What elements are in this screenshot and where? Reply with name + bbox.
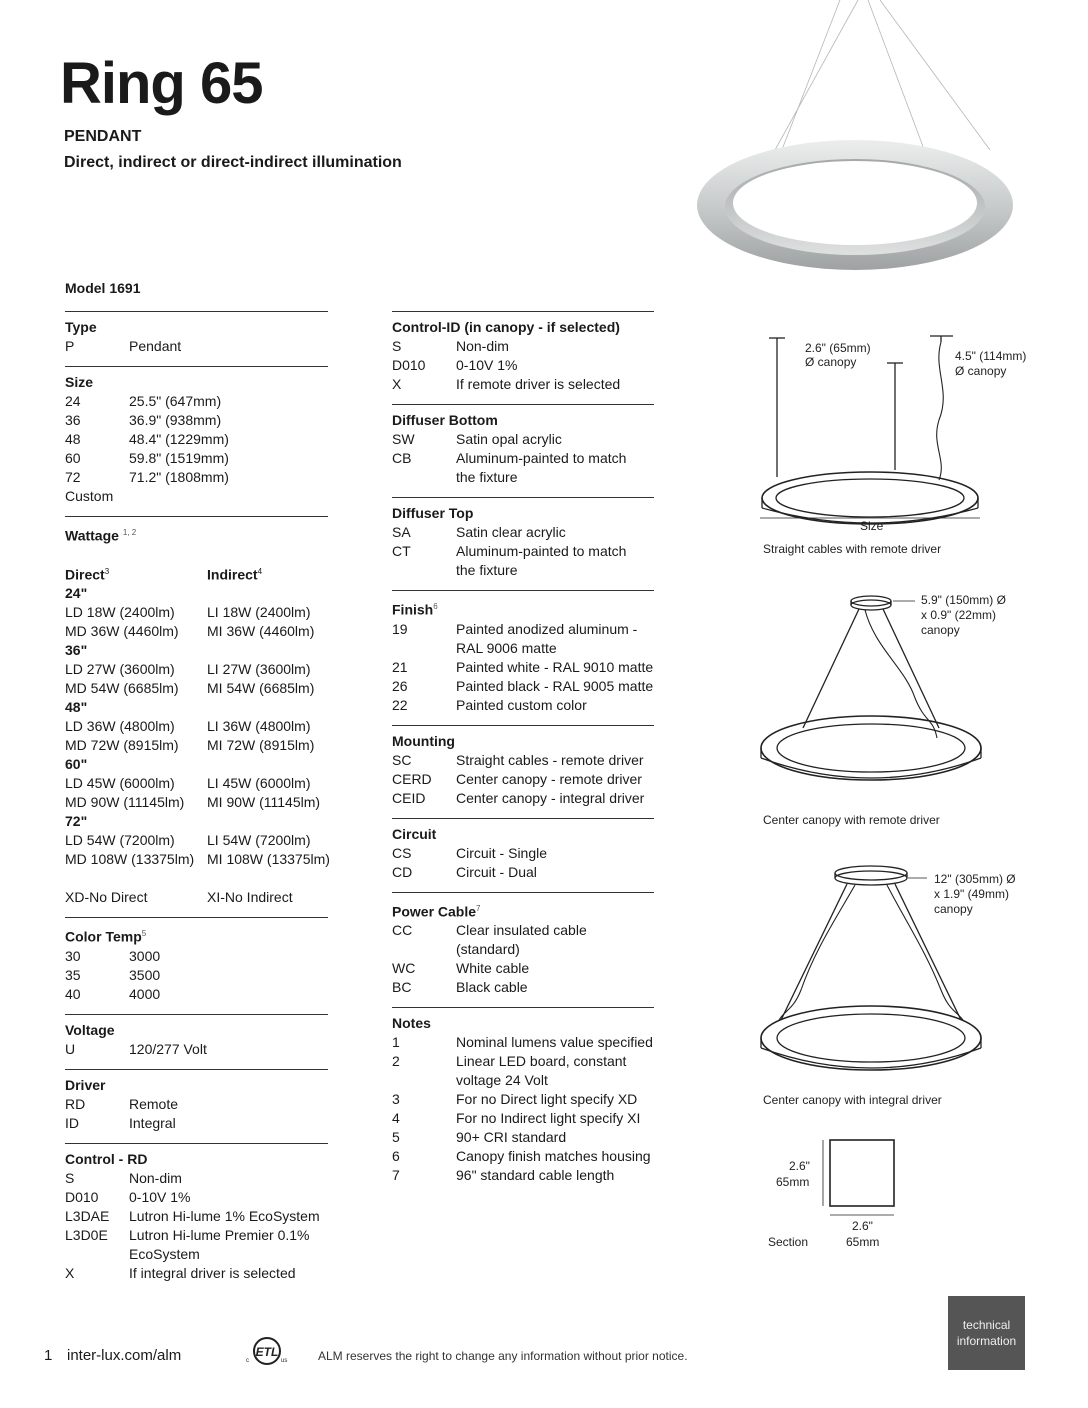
note-row: 4 For no Indirect light specify XI	[392, 1110, 641, 1127]
direct-header: Direct$^3$	[65, 566, 110, 583]
spec-row: SA Satin clear acrylic	[392, 524, 566, 540]
size-section	[65, 366, 328, 516]
note-row: 3 For no Direct light specify XD	[392, 1091, 638, 1108]
spec-row: X If integral driver is selected	[65, 1264, 296, 1281]
size-dim-label: Size	[860, 519, 884, 533]
note-row: 5 90+ CRI standard	[392, 1129, 567, 1146]
center-canopy-integral-dim-3: canopy	[934, 902, 973, 916]
page-title: Ring 65	[60, 51, 263, 116]
center-canopy-remote-dim-2: x 0.9" (22mm)	[921, 608, 996, 622]
note-row: 7 96" standard cable length	[392, 1167, 615, 1184]
canopy-a-dim-1: 2.6" (65mm)	[805, 341, 871, 355]
color-temp-title: Color Temp$^5$	[65, 928, 147, 945]
wattage-row: LD 45W (6000lm) LI 45W (6000lm)	[65, 775, 311, 792]
spec-row: 26 Painted black - RAL 9005 matte	[392, 677, 654, 694]
section-height-mm: 65mm	[776, 1175, 810, 1189]
wattage-size: 24"	[65, 585, 88, 602]
spec-row: S Non-dim	[65, 1169, 182, 1186]
center-canopy-remote-dim-1: 5.9" (150mm) Ø	[921, 593, 1006, 607]
color-temp-section	[65, 917, 328, 1014]
straight-cables-diagram	[755, 330, 985, 530]
spec-row: P Pendant	[65, 338, 182, 354]
wattage-row: LD 18W (2400lm) LI 18W (2400lm)	[65, 604, 311, 621]
driver-title: Driver	[65, 1076, 106, 1093]
spec-row: CC Clear insulated cable (standard)	[392, 922, 587, 958]
driver-section	[65, 1069, 328, 1143]
website-link[interactable]: inter-lux.com/alm	[67, 1347, 182, 1364]
spec-row: RD Remote	[65, 1095, 179, 1112]
control-id-title: Control-ID (in canopy - if selected)	[392, 319, 620, 335]
finish-title: Finish$^6$	[392, 601, 438, 618]
spec-row: CERD Center canopy - remote driver	[392, 770, 642, 787]
center-canopy-integral-dim-2: x 1.9" (49mm)	[934, 887, 1009, 901]
tab-line-2: information	[956, 1334, 1017, 1348]
product-tagline: Direct, indirect or direct-indirect illumination	[64, 154, 402, 171]
spec-row: CEID Center canopy - integral driver	[392, 789, 645, 806]
center-canopy-integral-dim-1: 12" (305mm) Ø	[934, 872, 1016, 886]
power-cable-title: Power Cable$^7$	[392, 903, 481, 920]
center-canopy-integral-caption: Center canopy with integral driver	[763, 1093, 942, 1107]
spec-row: D010 0-10V 1%	[65, 1188, 191, 1205]
center-canopy-remote-dim-3: canopy	[921, 623, 960, 637]
wattage-row: MD 54W (6685lm) MI 54W (6685lm)	[65, 680, 315, 697]
diffuser-top-section	[392, 497, 654, 590]
straight-cables-caption: Straight cables with remote driver	[763, 542, 942, 556]
note-row: 1 Nominal lumens value specified	[392, 1034, 653, 1051]
section-label: Section	[768, 1235, 809, 1249]
wattage-row: MD 90W (11145lm) MI 90W (11145lm)	[65, 794, 321, 811]
product-photo	[690, 0, 1020, 290]
spec-row: L3D0E Lutron Hi-lume Premier 0.1% EcoSystem	[65, 1226, 310, 1262]
diffuser-top-title: Diffuser Top	[392, 505, 474, 521]
control-rd-title: Control - RD	[65, 1150, 148, 1167]
spec-row: ID Integral	[65, 1114, 176, 1131]
diffuser-bottom-title: Diffuser Bottom	[392, 412, 498, 428]
product-category: PENDANT	[64, 128, 142, 145]
wattage-section	[65, 516, 328, 917]
spec-row: CS Circuit - Single	[392, 844, 548, 861]
wattage-none-options: XD-No Direct XI-No Indirect	[65, 889, 293, 906]
circuit-title: Circuit	[392, 825, 437, 842]
spec-row: CB Aluminum-painted to match the fixture	[392, 450, 627, 485]
type-section	[65, 311, 328, 366]
diffuser-bottom-section	[392, 404, 654, 497]
spec-row: 30 3000	[65, 947, 161, 964]
wattage-size: 72"	[65, 813, 88, 830]
spec-row: CD Circuit - Dual	[392, 863, 537, 880]
disclaimer: ALM reserves the right to change any information without prior notice.	[318, 1349, 688, 1363]
page-number: 1	[44, 1347, 53, 1364]
spec-row: S Non-dim	[392, 338, 509, 354]
wattage-row: MD 36W (4460lm) MI 36W (4460lm)	[65, 623, 315, 640]
spec-row: 19 Painted anodized aluminum - RAL 9006 matte	[392, 620, 638, 656]
mounting-section	[392, 725, 654, 818]
technical-information-tab[interactable]	[948, 1296, 1025, 1370]
wattage-size: 48"	[65, 699, 88, 716]
svg-text:ETL: ETL	[255, 1345, 279, 1359]
note-row: 2 Linear LED board, constant voltage 24 Volt	[392, 1053, 627, 1089]
canopy-a-dim-2: Ø canopy	[805, 355, 857, 369]
note-row: 6 Canopy finish matches housing	[392, 1148, 651, 1165]
spec-row: WC White cable	[392, 960, 530, 977]
spec-row: 72 71.2" (1808mm)	[65, 469, 229, 485]
svg-text:c: c	[246, 1358, 249, 1364]
spec-row: 22 Painted custom color	[392, 696, 587, 713]
finish-section	[392, 590, 654, 725]
spec-row: BC Black cable	[392, 979, 528, 996]
spec-column-1	[65, 311, 328, 1293]
spec-row: CT Aluminum-painted to match the fixture	[392, 543, 627, 578]
wattage-row: MD 108W (13375lm) MI 108W (13375lm)	[65, 851, 330, 868]
spec-row: 36 36.9" (938mm)	[65, 412, 222, 428]
spec-row: Custom	[65, 488, 114, 504]
spec-row: 60 59.8" (1519mm)	[65, 450, 229, 466]
svg-text:us: us	[281, 1358, 288, 1364]
section-width-mm: 65mm	[846, 1235, 880, 1249]
control-id-section	[392, 311, 654, 404]
center-canopy-remote-caption: Center canopy with remote driver	[763, 813, 940, 827]
spec-row: 35 3500	[65, 966, 161, 983]
notes-section	[392, 1007, 654, 1195]
size-title: Size	[65, 374, 94, 390]
section-diagram	[818, 1135, 898, 1225]
wattage-row: MD 72W (8915lm) MI 72W (8915lm)	[65, 737, 315, 754]
spec-row: 24 25.5" (647mm)	[65, 393, 222, 409]
type-title: Type	[65, 319, 97, 335]
wattage-title: Wattage $^{1, 2}$	[65, 527, 137, 544]
model-number: Model 1691	[65, 280, 141, 296]
wattage-size: 36"	[65, 642, 88, 659]
wattage-size: 60"	[65, 756, 88, 773]
etl-certification-icon	[244, 1335, 290, 1367]
spec-row: U 120/277 Volt	[65, 1040, 207, 1057]
section-width-inch: 2.6"	[852, 1219, 873, 1233]
indirect-header: Indirect$^4$	[207, 566, 263, 583]
power-cable-section	[392, 892, 654, 1008]
canopy-b-dim-1: 4.5" (114mm)	[955, 349, 1027, 363]
notes-title: Notes	[392, 1015, 431, 1032]
spec-row: 40 4000	[65, 985, 161, 1002]
spec-row: X If remote driver is selected	[392, 376, 621, 392]
wattage-row: LD 27W (3600lm) LI 27W (3600lm)	[65, 661, 311, 678]
spec-row: L3DAE Lutron Hi-lume 1% EcoSystem	[65, 1207, 320, 1224]
canopy-b-dim-2: Ø canopy	[955, 364, 1007, 378]
voltage-title: Voltage	[65, 1021, 115, 1038]
spec-column-2	[392, 311, 654, 1195]
circuit-section	[392, 818, 654, 892]
mounting-title: Mounting	[392, 732, 455, 749]
spec-row: 21 Painted white - RAL 9010 matte	[392, 658, 654, 675]
spec-row: SC Straight cables - remote driver	[392, 751, 644, 768]
section-height-inch: 2.6"	[789, 1159, 810, 1173]
spec-row: SW Satin opal acrylic	[392, 431, 562, 447]
tab-line-1: technical	[962, 1318, 1011, 1332]
wattage-row: LD 36W (4800lm) LI 36W (4800lm)	[65, 718, 311, 735]
wattage-headers	[65, 562, 328, 585]
control-rd-section	[65, 1143, 328, 1293]
spec-row: 48 48.4" (1229mm)	[65, 431, 229, 447]
wattage-row: LD 54W (7200lm) LI 54W (7200lm)	[65, 832, 311, 849]
voltage-section	[65, 1014, 328, 1069]
spec-row: D010 0-10V 1%	[392, 357, 518, 373]
